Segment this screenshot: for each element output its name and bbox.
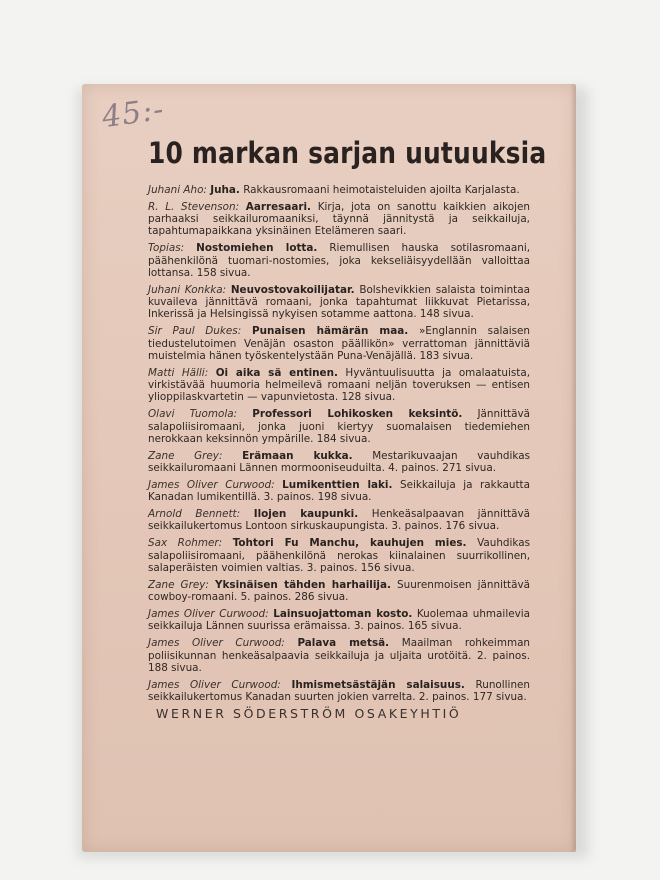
entry-author: Matti Hälli:	[148, 366, 209, 379]
book-entry	[148, 508, 530, 533]
entry-title: Aarresaari.	[245, 200, 311, 213]
entry-author: James Oliver Curwood:	[148, 678, 281, 691]
entry-title: Nostomiehen lotta.	[196, 242, 318, 255]
entry-author: James Oliver Curwood:	[148, 608, 269, 621]
book-entry	[148, 367, 530, 404]
book-entry	[148, 608, 530, 633]
entry-description: Suurenmoisen jännittävä cowboy-romaani. 5. painos. 286 sivua.	[148, 578, 530, 604]
entry-author: Topias:	[148, 242, 185, 255]
book-entry	[148, 679, 530, 704]
headline: 10 markan sarjan uutuuksia	[148, 136, 547, 170]
book-entry	[148, 579, 530, 604]
entry-title: Ilojen kaupunki.	[253, 508, 359, 521]
entry-title: Palava metsä.	[297, 637, 390, 650]
book-entry	[148, 637, 530, 674]
entry-author: Sir Paul Dukes:	[148, 325, 242, 338]
entry-title: Neuvostovakoilijatar.	[230, 283, 355, 296]
book-entry	[148, 450, 530, 475]
publisher-name: WERNER SÖDERSTRÖM OSAKEYHTIÖ	[156, 706, 462, 721]
book-entry	[148, 537, 530, 574]
entry-description: Kuolemaa uhmailevia seikkailuja Lännen suurissa erämaissa. 3. painos. 165 sivua.	[148, 608, 530, 633]
entry-title: Punaisen hämärän maa.	[251, 325, 409, 338]
entry-title: Erämaan kukka.	[242, 449, 353, 462]
entry-author: Juhani Aho:	[148, 184, 207, 196]
book-entry	[148, 284, 530, 321]
entry-description: Maailman rohkeimman poliisikunnan henkeäsalpaavia seikkailuja ja uljaita urotöitä. 2. painos. 188 sivua.	[148, 637, 531, 674]
entry-title: Lainsuojattoman kosto.	[273, 608, 413, 621]
book-entry	[148, 242, 530, 279]
entry-title: Tohtori Fu Manchu, kauhujen mies.	[232, 537, 467, 550]
entry-author: Zane Grey:	[148, 578, 209, 591]
entry-author: Olavi Tuomola:	[148, 408, 238, 421]
entry-description: Rakkausromaani heimotaisteluiden ajoilta Karjalasta.	[243, 184, 520, 196]
entry-title: Yksinäisen tähden harhailija.	[214, 578, 391, 591]
entry-description: Mestarikuvaajan vauhdikas seikkailuromaani Lännen mormooniseuduilta. 4. painos. 271 sivua.	[148, 449, 530, 475]
entry-author: Zane Grey:	[148, 449, 223, 462]
entry-title: Ihmismetsästäjän salaisuus.	[291, 678, 465, 691]
entry-description: »Englannin salaisen tiedustelutoimen Venäjän osaston päällikön» verrattoman jännittäviä muistelmia hänen työskentelystään Puna-Venäjällä. 183 sivua.	[148, 325, 530, 362]
entry-title: Professori Lohikosken keksintö.	[252, 408, 463, 421]
entry-title: Juha.	[210, 184, 240, 196]
entry-description: Seikkailuja ja rakkautta Kanadan lumikentillä. 3. painos. 198 sivua.	[148, 478, 530, 504]
pencil-price-mark: 45:-	[99, 91, 167, 136]
entry-author: Juhani Konkka:	[148, 283, 227, 296]
entry-description: Kirja, jota on sanottu kaikkien aikojen parhaaksi seikkailuromaaniksi, täynnä jännitystä ja seikkailuja, tapahtumapaikkana yksinäinen Etelämeren saari.	[148, 200, 530, 238]
entry-description: Jännittävä salapoliisiromaani, jonka juoni kiertyy suomalaisen tiedemiehen nerokkaan keksinnön ympärille. 184 sivua.	[148, 408, 530, 445]
entry-description: Bolshevikkien salaista toimintaa kuvaileva jännittävä romaani, jonka tapahtumat liikkuvat Pietarissa, Inkerissä ja Helsingissä nykyisen sotamme aattona. 148 sivua.	[148, 283, 530, 321]
entry-title: Oi aika sä entinen.	[215, 366, 338, 379]
book-entry	[148, 479, 530, 504]
entry-author: James Oliver Curwood:	[148, 478, 275, 491]
entry-author: Arnold Bennett:	[148, 508, 241, 521]
entry-description: Vauhdikas salapoliisiromaani, päähenkilönä nerokas kiinalainen suurrikollinen, salaperäisten voimien valtias. 3. painos. 156 sivua.	[148, 537, 530, 574]
entry-description: Runollinen seikkailukertomus Kanadan suurten jokien varrelta. 2. painos. 177 sivua.	[148, 678, 531, 703]
book-entry	[148, 408, 530, 445]
entry-description: Hyväntuulisuutta ja omalaatuista, virkistävää huumoria helmeilevä romaani neljän toveruksen — entisen ylioppilaskvartetin — vapunvietosta. 128 sivua.	[148, 366, 530, 404]
entry-author: James Oliver Curwood:	[148, 637, 285, 650]
entry-author: Sax Rohmer:	[148, 537, 223, 550]
cover-edge	[570, 84, 576, 852]
entry-author: R. L. Stevenson:	[148, 200, 240, 213]
entry-description: Henkeäsalpaavan jännittävä seikkailukertomus Lontoon sirkuskaupungista. 3. painos. 176 sivua.	[148, 508, 530, 533]
book-back-cover	[82, 84, 576, 852]
book-list	[148, 184, 530, 708]
book-entry	[148, 184, 530, 196]
book-entry	[148, 201, 530, 238]
book-entry	[148, 325, 530, 362]
entry-description: Riemullisen hauska sotilasromaani, päähenkilönä tuomari-nostomies, joka kekseliäisyydellään valloittaa lottansa. 158 sivua.	[148, 242, 531, 279]
entry-title: Lumikenttien laki.	[282, 478, 393, 491]
